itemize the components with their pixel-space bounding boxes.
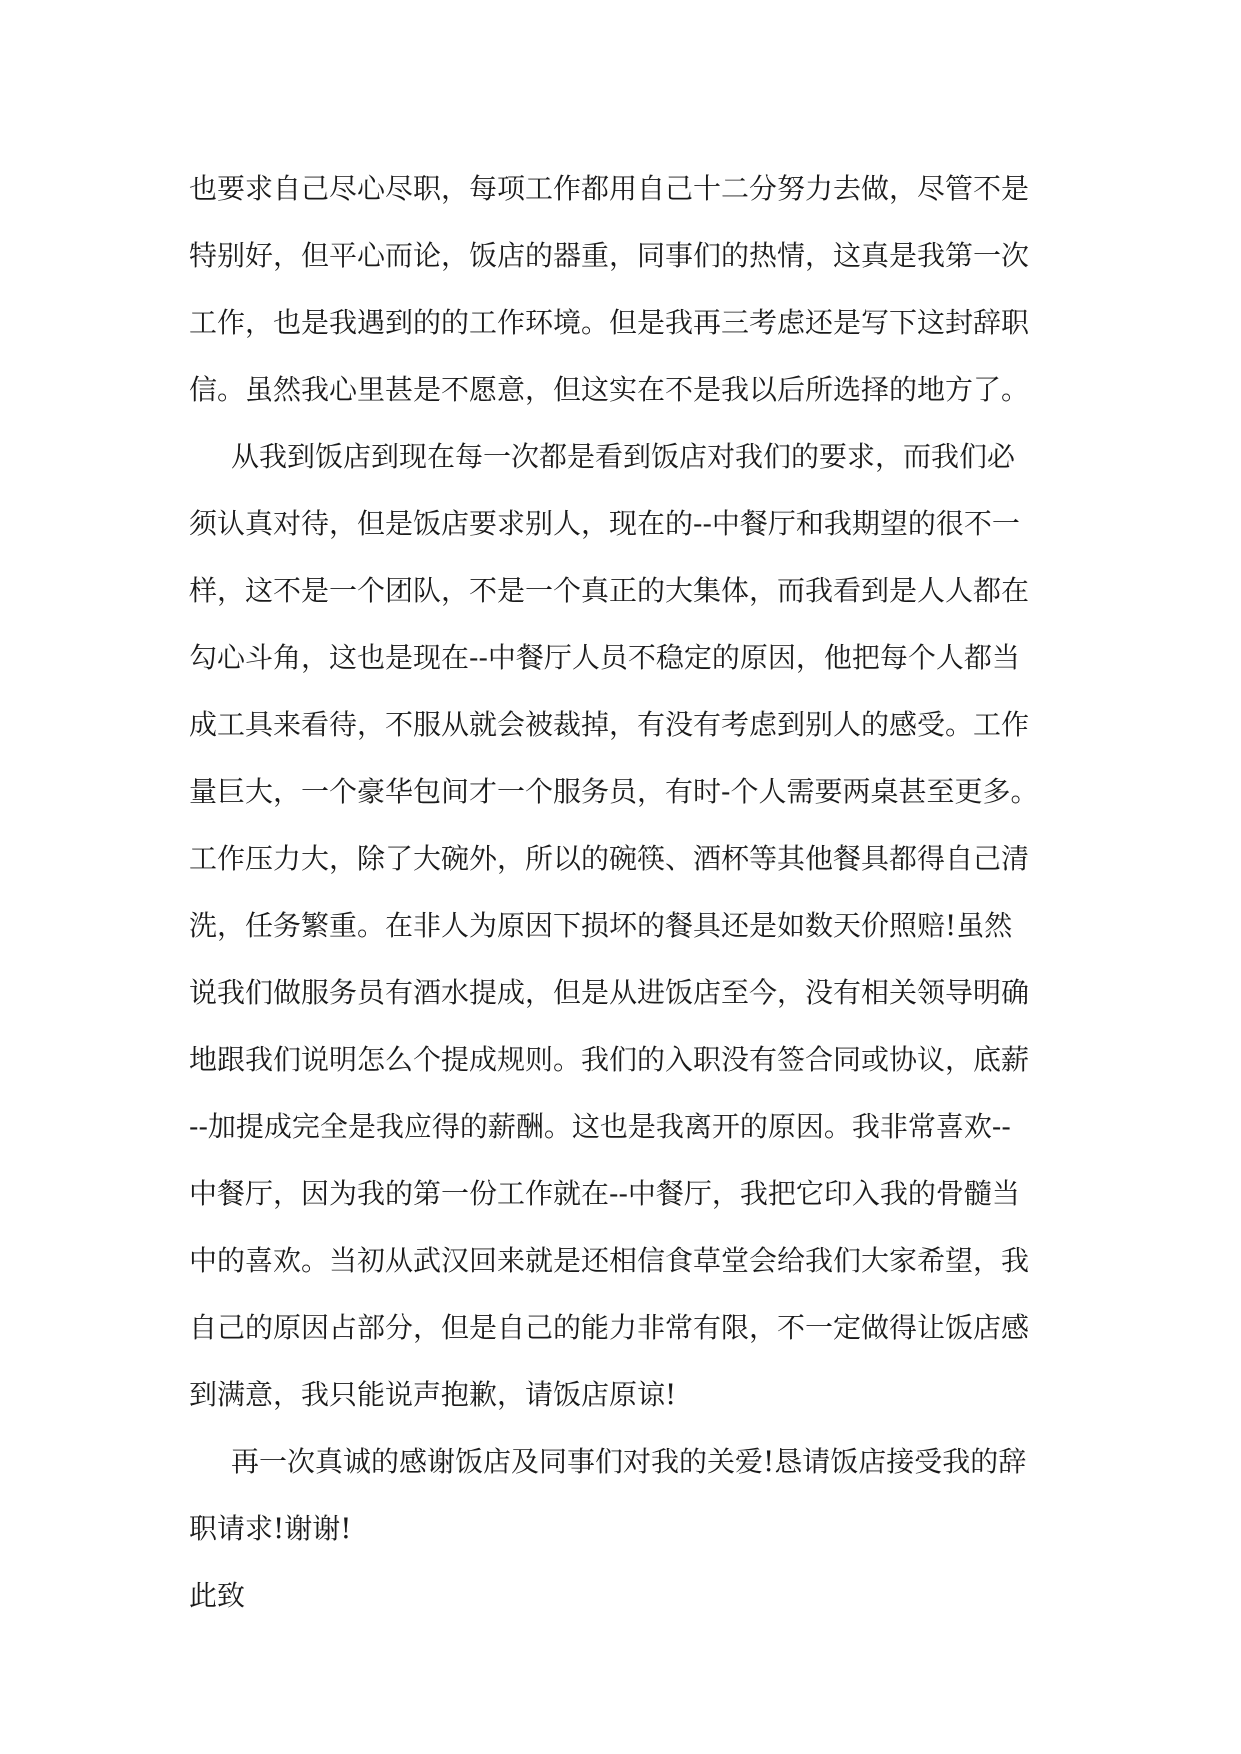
text-line: 洗，任务繁重。在非人为原因下损坏的餐具还是如数天价照赔!虽然 [189, 909, 1013, 942]
text-line: 勾心斗角，这也是现在--中餐厅人员不稳定的原因，他把每个人都当 [189, 641, 1020, 674]
paragraph-start-line: 再一次真诚的感谢饭店及同事们对我的关爱!恳请饭店接受我的辞 [231, 1445, 1027, 1478]
text-line: 特别好，但平心而论，饭店的器重，同事们的热情，这真是我第一次 [189, 239, 1030, 272]
text-line: 成工具来看待，不服从就会被裁掉，有没有考虑到别人的感受。工作 [189, 708, 1030, 741]
text-line: 中的喜欢。当初从武汉回来就是还相信食草堂会给我们大家希望，我 [189, 1244, 1030, 1277]
text-line: 地跟我们说明怎么个提成规则。我们的入职没有签合同或协议，底薪 [189, 1043, 1030, 1076]
closing-salutation: 此致 [189, 1579, 246, 1612]
text-line: 工作压力大，除了大碗外，所以的碗筷、酒杯等其他餐具都得自己清 [189, 842, 1030, 875]
text-line: 中餐厅，因为我的第一份工作就在--中餐厅，我把它印入我的骨髓当 [189, 1177, 1020, 1210]
text-line: --加提成完全是我应得的薪酬。这也是我离开的原因。我非常喜欢-- [189, 1110, 1011, 1143]
text-line: 说我们做服务员有酒水提成，但是从进饭店至今，没有相关领导明确 [189, 976, 1030, 1009]
text-line: 须认真对待，但是饭店要求别人，现在的--中餐厅和我期望的很不一 [189, 507, 1020, 540]
text-line: 量巨大，一个豪华包间才一个服务员，有时-个人需要两桌甚至更多。 [189, 775, 1039, 808]
text-line: 信。虽然我心里甚是不愿意，但这实在不是我以后所选择的地方了。 [189, 373, 1030, 406]
text-line: 自己的原因占部分，但是自己的能力非常有限，不一定做得让饭店感 [189, 1311, 1030, 1344]
text-line: 到满意，我只能说声抱歉，请饭店原谅! [189, 1378, 677, 1411]
letter-body [189, 155, 1059, 1629]
text-line: 样，这不是一个团队，不是一个真正的大集体，而我看到是人人都在 [189, 574, 1030, 607]
paragraph-start-line: 从我到饭店到现在每一次都是看到饭店对我们的要求，而我们必 [231, 440, 1016, 473]
text-line: 工作，也是我遇到的的工作环境。但是我再三考虑还是写下这封辞职 [189, 306, 1030, 339]
text-line: 职请求!谢谢! [189, 1512, 352, 1545]
text-line: 也要求自己尽心尽职，每项工作都用自己十二分努力去做，尽管不是 [189, 172, 1030, 205]
